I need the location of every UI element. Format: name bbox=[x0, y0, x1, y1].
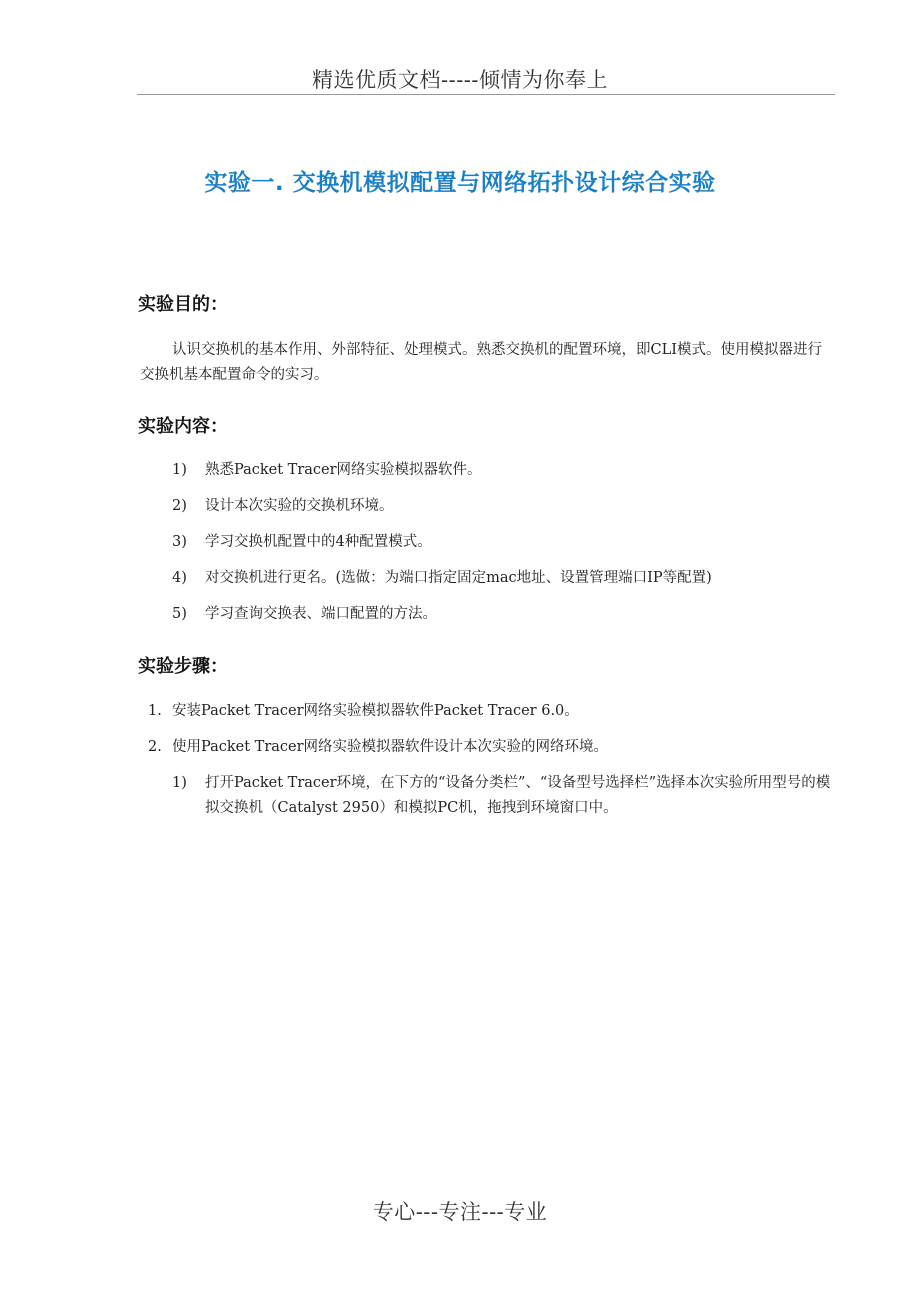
header-divider bbox=[137, 94, 835, 95]
list-item-number: 5) bbox=[172, 606, 187, 622]
list-item-text: 学习查询交换表、端口配置的方法。 bbox=[205, 606, 437, 622]
list-item bbox=[172, 459, 832, 481]
list-item-text: 对交换机进行更名。(选做：为端口指定固定mac地址、设置管理端口IP等配置) bbox=[205, 570, 712, 586]
list-item bbox=[172, 495, 832, 517]
step-number: 2. bbox=[148, 739, 162, 755]
list-item-number: 1) bbox=[172, 462, 187, 478]
list-item bbox=[172, 567, 832, 589]
step-number: 1. bbox=[148, 703, 162, 719]
list-item-number: 4) bbox=[172, 570, 187, 586]
substep-number: 1) bbox=[172, 775, 187, 791]
purpose-text: 认识交换机的基本作用、外部特征、处理模式。熟悉交换机的配置环境，即CLI模式。使用模拟器进行交换机基本配置命令的实习。 bbox=[140, 342, 822, 383]
list-item-number: 2) bbox=[172, 498, 187, 514]
step-text: 安装Packet Tracer网络实验模拟器软件Packet Tracer 6.0。 bbox=[172, 703, 579, 719]
section-heading-purpose: 实验目的： bbox=[138, 294, 228, 315]
step-item bbox=[148, 736, 838, 758]
list-item-text: 学习交换机配置中的4种配置模式。 bbox=[205, 534, 432, 550]
list-item-number: 3) bbox=[172, 534, 187, 550]
list-item-text: 熟悉Packet Tracer网络实验模拟器软件。 bbox=[205, 462, 482, 478]
substep-item bbox=[172, 771, 836, 821]
section-heading-content: 实验内容： bbox=[138, 416, 228, 437]
purpose-paragraph bbox=[140, 338, 830, 388]
step-text: 使用Packet Tracer网络实验模拟器软件设计本次实验的网络环境。 bbox=[172, 739, 609, 755]
page-footer: 专心---专注---专业 bbox=[372, 1200, 548, 1224]
section-heading-steps: 实验步骤： bbox=[138, 656, 228, 677]
list-item bbox=[172, 531, 832, 553]
list-item-text: 设计本次实验的交换机环境。 bbox=[205, 498, 394, 514]
document-title: 实验一. 交换机模拟配置与网络拓扑设计综合实验 bbox=[204, 170, 716, 196]
step-item bbox=[148, 700, 838, 722]
substep-text: 打开Packet Tracer环境，在下方的“设备分类栏”、“设备型号选择栏”选择本次实验所用型号的模拟交换机（Catalyst 2950）和模拟PC机，拖拽到环境窗口中。 bbox=[205, 775, 831, 816]
page-header: 精选优质文档-----倾情为你奉上 bbox=[312, 68, 608, 92]
list-item bbox=[172, 603, 832, 625]
